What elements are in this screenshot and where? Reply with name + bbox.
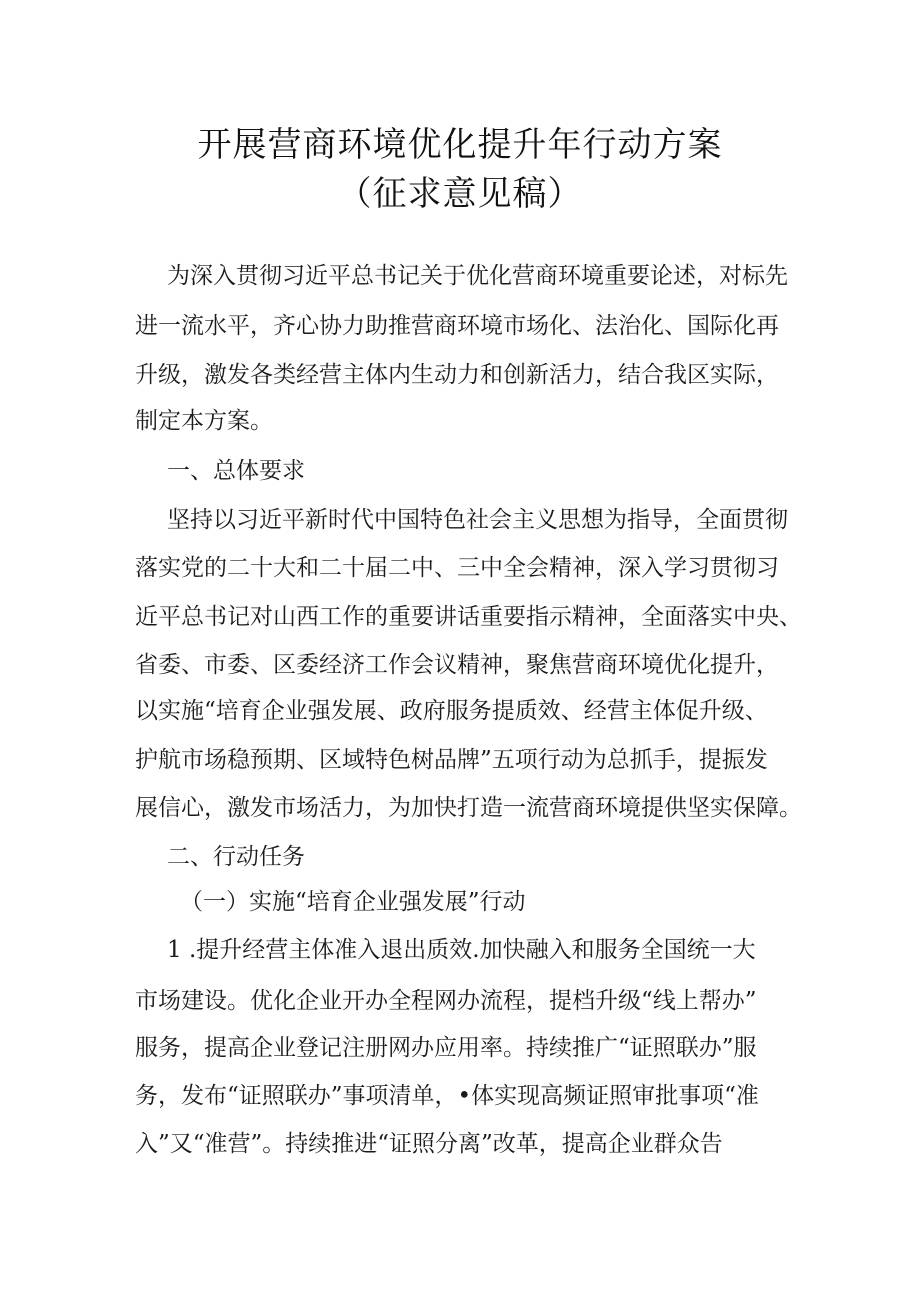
item-line: 1 .提升经营主体准入退出质效.加快融入和服务全国统一大 <box>167 937 756 963</box>
section-heading: 二、行动任务 <box>167 844 305 870</box>
document-subtitle: （征求意见稿） <box>337 174 583 214</box>
section-body-line: 护航市场稳预期、区域特色树品牌”五项行动为总抓手，提振发 <box>135 747 768 773</box>
section-body-line: 近平总书记对山西工作的重要讲话重要指示精神，全面落实中央、 <box>135 604 802 630</box>
intro-line: 升级，激发各类经营主体内生动力和创新活力，结合我区实际， <box>135 362 779 388</box>
document-title: 开展营商环境优化提升年行动方案 <box>197 125 723 165</box>
section-body-line: 坚持以习近平新时代中国特色社会主义思想为指导，全面贯彻 <box>167 507 788 533</box>
item-line: 市场建设。优化企业开办全程网办流程，提档升级“线上帮办” <box>135 988 757 1014</box>
item-line: 务，发布“证照联办”事项清单，•体实现高频证照审批事项“准 <box>135 1083 759 1109</box>
intro-line: 进一流水平，齐心协力助推营商环境市场化、法治化、国际化再 <box>135 313 779 339</box>
section-body-line: 落实党的二十大和二十届二中、三中全会精神，深入学习贯彻习 <box>135 555 779 581</box>
section-body-line: 以实施“培育企业强发展、政府服务提质效、经营主体促升级、 <box>135 698 768 724</box>
item-line: 入”又“准营”。持续推进“证照分离”改革，提高企业群众告 <box>135 1131 723 1157</box>
subsection-heading: （一）实施“培育企业强发展”行动 <box>180 889 526 915</box>
item-line: 服务，提高企业登记注册网办应用率。持续推广“证照联办”服 <box>135 1035 757 1061</box>
section-body-line: 省委、市委、区委经济工作会议精神，聚焦营商环境优化提升， <box>135 652 779 678</box>
section-body-line: 展信心，激发市场活力，为加快打造一流营商环境提供坚实保障。 <box>135 795 802 821</box>
intro-line: 为深入贯彻习近平总书记关于优化营商环境重要论述，对标先 <box>167 263 788 289</box>
section-heading: 一、总体要求 <box>167 458 305 484</box>
intro-line: 制定本方案。 <box>135 408 273 434</box>
